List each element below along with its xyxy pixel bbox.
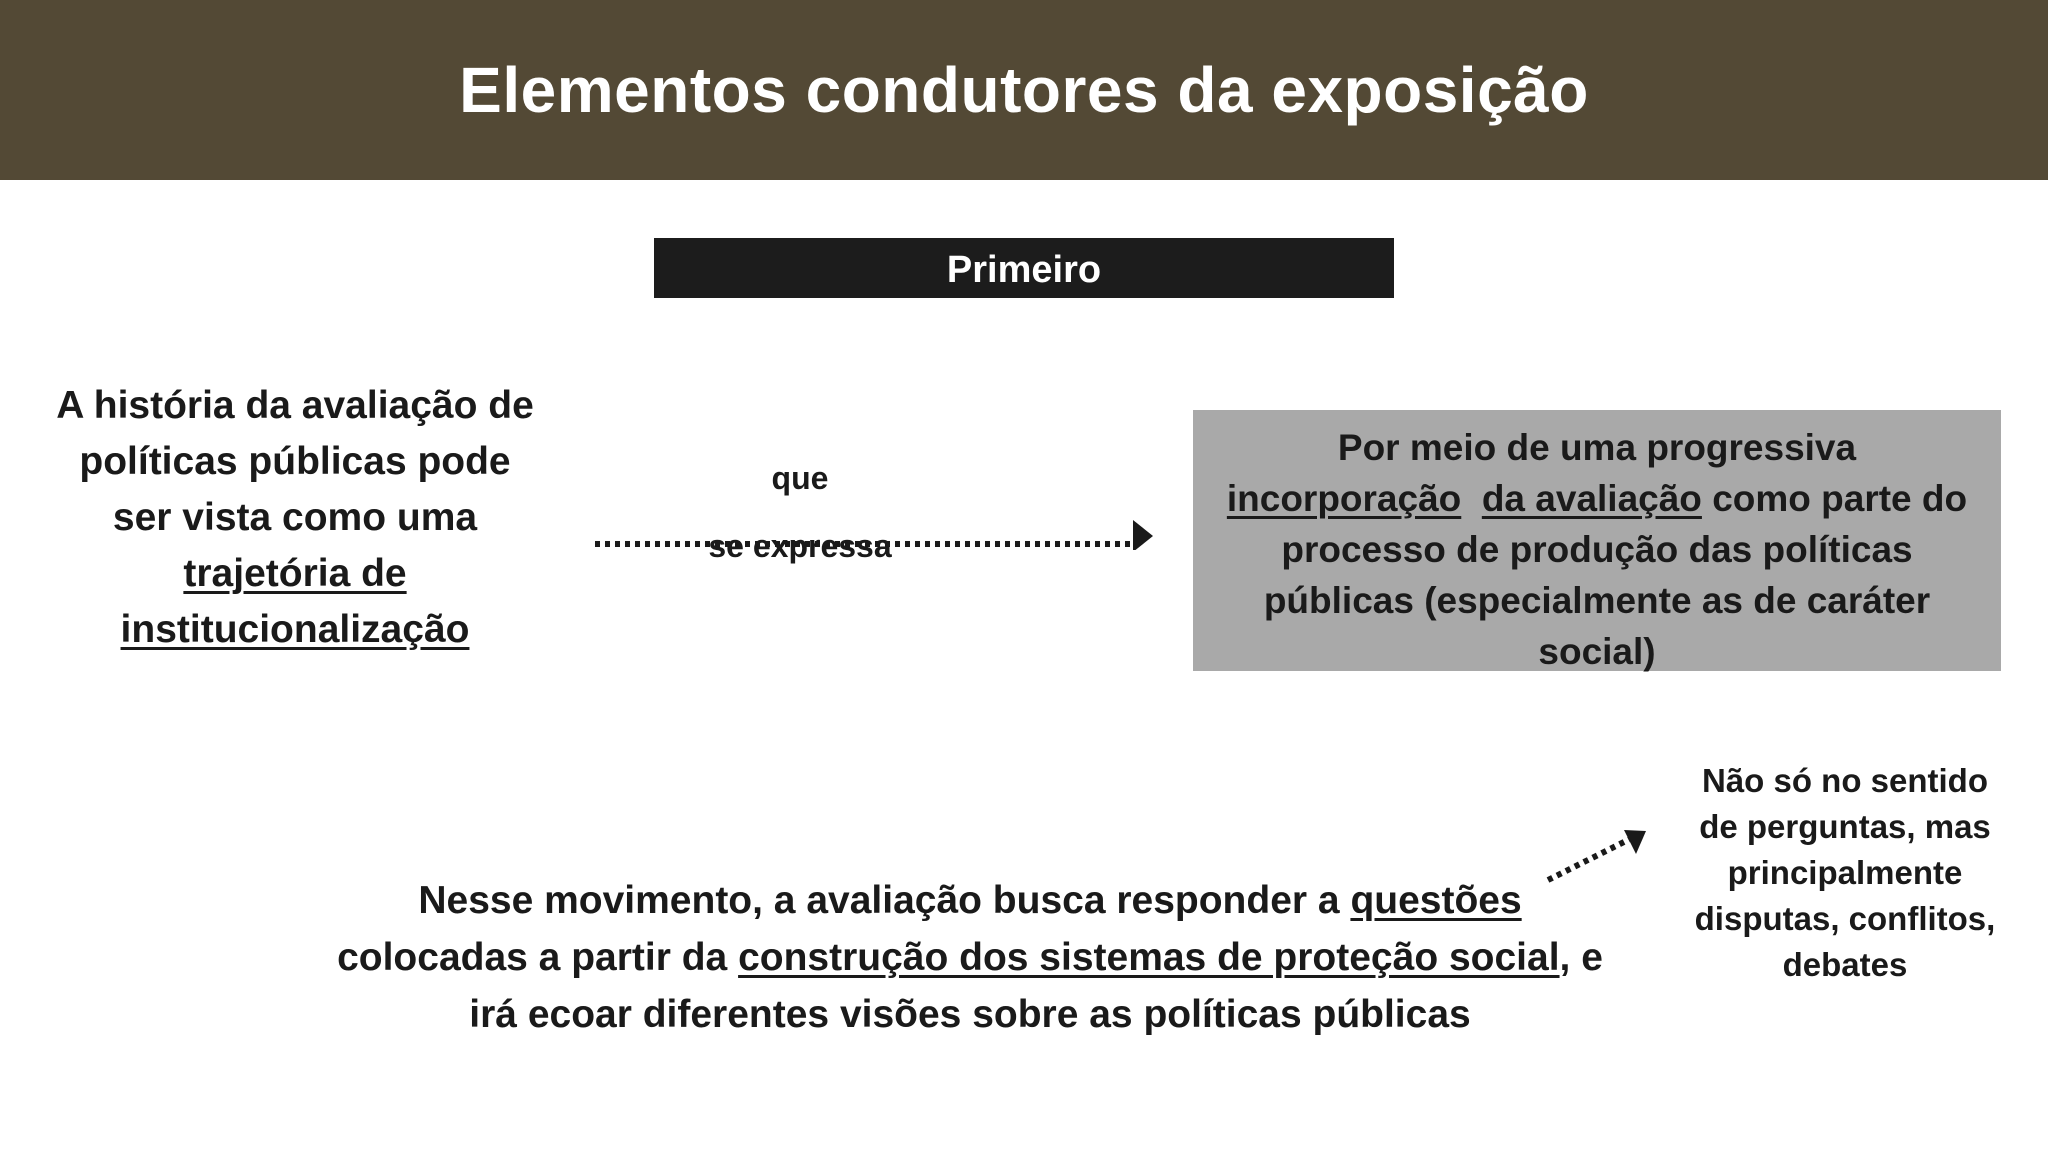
- movement-line-2: [300, 929, 1640, 986]
- movement-part-2: colocadas a partir da: [337, 936, 728, 979]
- history-line-2: políticas públicas pode: [79, 440, 511, 483]
- title-banner: [0, 0, 2048, 180]
- movement-part-3: , e: [1559, 936, 1603, 979]
- history-line-5: institucionalização: [120, 608, 470, 651]
- box-line-5: social): [1538, 631, 1656, 672]
- connector-label-top: que: [771, 460, 829, 496]
- section-label: Primeiro: [654, 238, 1394, 298]
- history-line-4: trajetória de: [183, 552, 407, 595]
- movement-line-1: [300, 872, 1640, 929]
- box-line-1: Por meio de uma progressiva: [1337, 427, 1857, 468]
- side-line-2: de perguntas, mas: [1699, 808, 1991, 845]
- movement-underline-questions: questões: [1350, 879, 1522, 922]
- box-line-3: processo de produção das políticas: [1281, 529, 1913, 570]
- history-statement: [30, 378, 560, 658]
- box-line-2: [1213, 473, 1981, 524]
- movement-part-1: Nesse movimento, a avaliação busca responder a: [418, 879, 1340, 922]
- connector-label-bottom: se expressa: [708, 528, 892, 564]
- history-line-1: A história da avaliação de: [56, 384, 534, 427]
- box-underline-a: incorporação: [1226, 478, 1462, 519]
- side-line-1: Não só no sentido: [1701, 762, 1988, 799]
- process-box: [1193, 410, 2001, 671]
- side-line-4: disputas, conflitos,: [1694, 900, 1996, 937]
- movement-statement: [300, 872, 1640, 1043]
- side-note: [1680, 758, 2010, 988]
- box-line-4: públicas (especialmente as de caráter: [1263, 580, 1931, 621]
- box-underline-b: da avaliação: [1481, 478, 1702, 519]
- box-line-2-rest: como parte do: [1712, 478, 1968, 519]
- diagonal-dotted-arrow-icon: [1540, 820, 1660, 900]
- movement-line-3: irá ecoar diferentes visões sobre as políticas públicas: [469, 993, 1471, 1036]
- history-line-3: ser vista como uma: [112, 496, 478, 539]
- movement-underline-systems: construção dos sistemas de proteção social: [738, 936, 1560, 979]
- page-title: Elementos condutores da exposição: [459, 54, 1589, 126]
- side-line-3: principalmente: [1727, 854, 1963, 891]
- connector: [585, 460, 1185, 580]
- side-line-5: debates: [1782, 946, 1908, 983]
